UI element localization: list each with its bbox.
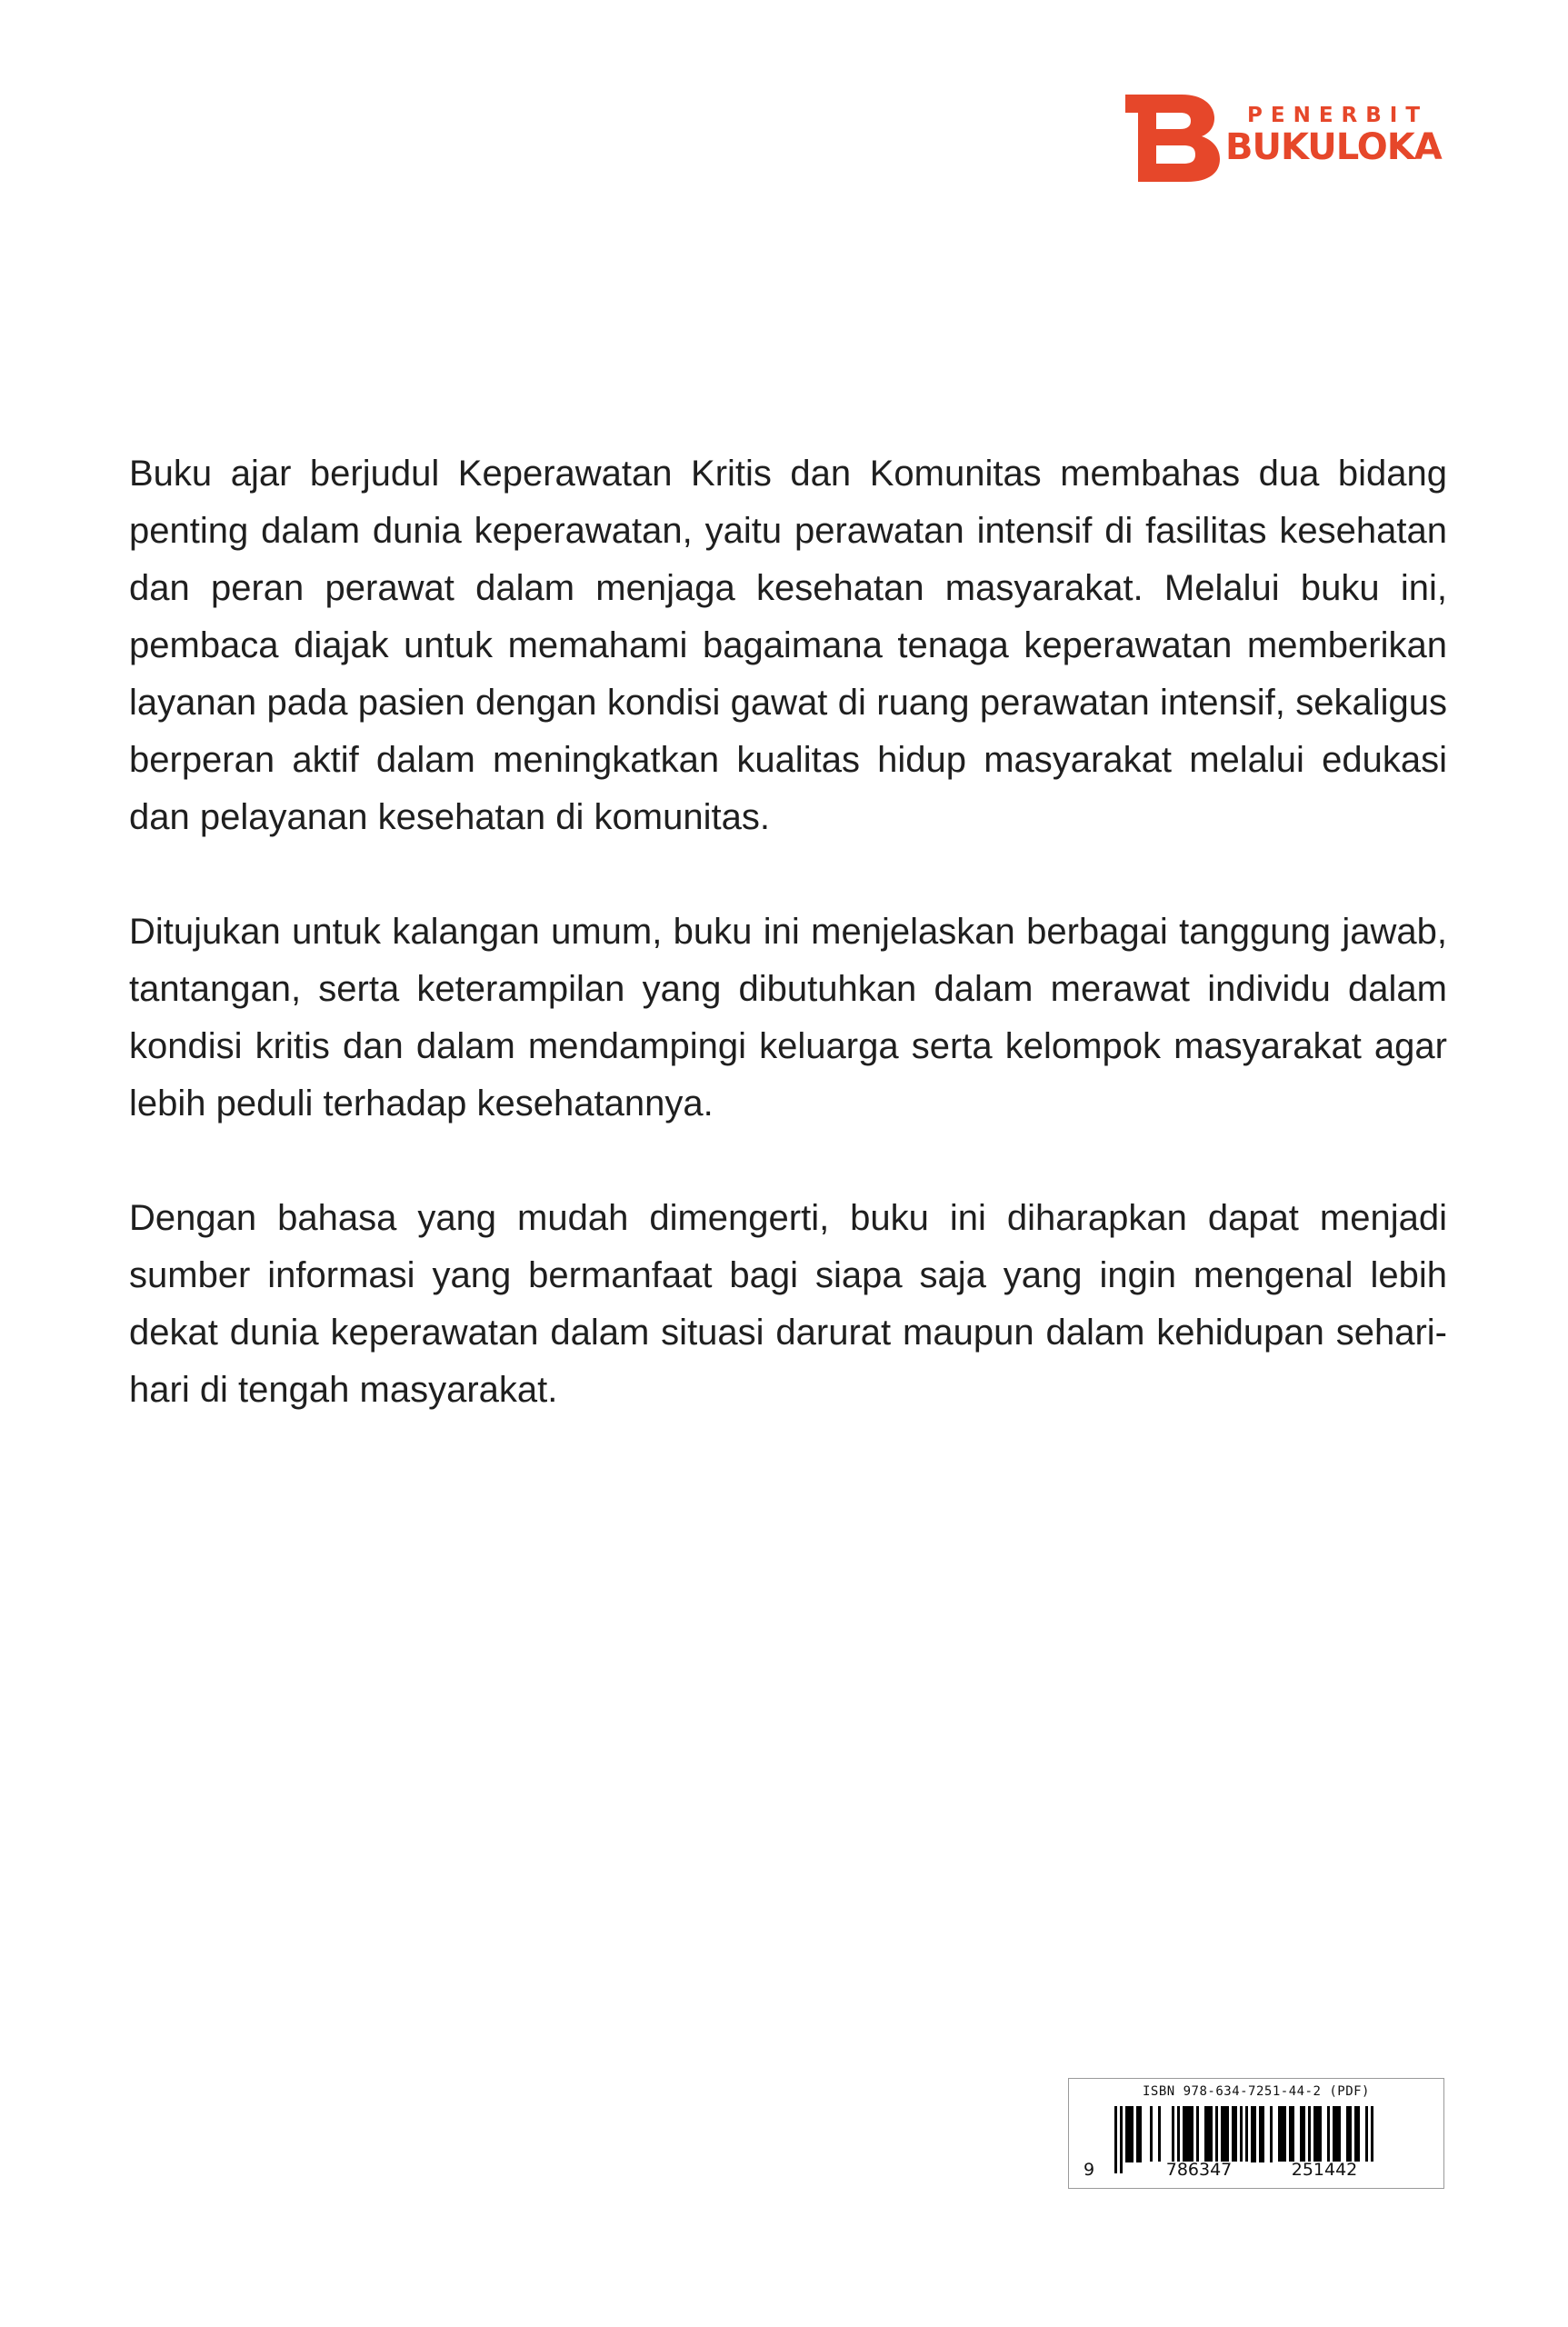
barcode-bar xyxy=(1283,2106,1286,2162)
barcode-bar xyxy=(1191,2106,1193,2162)
barcode-bar xyxy=(1221,2106,1223,2162)
barcode-bar xyxy=(1281,2106,1283,2162)
isbn-label: ISBN 978-634-7251-44-2 (PDF) xyxy=(1142,2084,1370,2099)
barcode-bar xyxy=(1349,2106,1352,2162)
barcode-bar xyxy=(1289,2106,1292,2162)
barcode-bar xyxy=(1253,2106,1256,2162)
barcode-bar xyxy=(1234,2106,1237,2162)
blurb-paragraph-3: Dengan bahasa yang mudah dimengerti, buku ini diharapkan dapat menjadi sumber informasi yang bermanfaat bagi siapa saja yang ingin mengenal lebih dekat dunia keperawatan dalam situasi darurat maupun dalam kehidupan sehari-hari di tengah masyarakat. xyxy=(129,1198,1447,1410)
barcode-bar xyxy=(1177,2106,1180,2162)
barcode-bar xyxy=(1354,2106,1357,2162)
barcode-bar xyxy=(1270,2106,1273,2162)
barcode-left-digits: 786347 xyxy=(1147,2162,1251,2179)
publisher-label: PENERBIT xyxy=(1247,104,1429,127)
barcode-bar xyxy=(1204,2106,1207,2162)
barcode-bar xyxy=(1262,2106,1264,2162)
barcode-bar xyxy=(1196,2106,1199,2162)
barcode-bar xyxy=(1131,2106,1134,2162)
barcode-bar xyxy=(1333,2106,1335,2162)
barcode-bar xyxy=(1183,2106,1185,2162)
barcode-bar xyxy=(1335,2106,1338,2162)
barcode-bar xyxy=(1210,2106,1213,2162)
barcode-bar xyxy=(1223,2106,1226,2162)
barcode-bar xyxy=(1128,2106,1131,2162)
barcode-bar xyxy=(1300,2106,1303,2162)
barcode-bar xyxy=(1226,2106,1229,2162)
barcode-bar xyxy=(1185,2106,1188,2162)
barcode-bar xyxy=(1308,2106,1311,2162)
blurb-paragraph-1: Buku ajar berjudul Keperawatan Kritis dan Komunitas membahas dua bidang penting dalam dunia keperawatan, yaitu perawatan intensif di fasilitas kesehatan dan peran perawat dalam menjaga kesehatan masyarakat. Melalui buku ini, pembaca diajak untuk memahami bagaimana tenaga keperawatan memberikan layanan pada pasien dengan kondisi gawat di ruang perawatan intensif, sekaligus berperan aktif dalam meningkatkan kualitas hidup masyarakat melalui edukasi dan pelayanan kesehatan di komunitas. xyxy=(129,454,1447,837)
barcode-bar xyxy=(1319,2106,1322,2162)
barcode-bar xyxy=(1207,2106,1210,2162)
barcode-bar xyxy=(1120,2106,1123,2173)
barcode-bar xyxy=(1357,2106,1360,2162)
barcode-bar xyxy=(1346,2106,1349,2162)
barcode-bar xyxy=(1292,2106,1294,2162)
barcode-bar xyxy=(1188,2106,1191,2162)
barcode-bar xyxy=(1150,2106,1153,2162)
publisher-b-icon xyxy=(1125,95,1220,182)
barcode-bar xyxy=(1338,2106,1341,2162)
barcode-bar xyxy=(1215,2106,1218,2162)
barcode-bar xyxy=(1158,2106,1161,2162)
blurb-paragraph-2: Ditujukan untuk kalangan umum, buku ini menjelaskan berbagai tanggung jawab, tantangan, serta keterampilan yang dibutuhkan dalam merawat individu dalam kondisi kritis dan dalam mendampingi keluarga serta kelompok masyarakat agar lebih peduli terhadap kesehatannya. xyxy=(129,912,1447,1124)
barcode-bar xyxy=(1316,2106,1319,2162)
barcode-bar xyxy=(1232,2106,1234,2162)
barcode-bar xyxy=(1278,2106,1281,2162)
book-blurb xyxy=(129,445,1447,1476)
barcode-bar xyxy=(1313,2106,1316,2162)
publisher-logo xyxy=(1125,95,1453,182)
barcode-bar xyxy=(1259,2106,1262,2162)
barcode-bar xyxy=(1125,2106,1128,2162)
barcode-bar xyxy=(1136,2106,1139,2162)
isbn-barcode xyxy=(1068,2078,1444,2189)
barcode-bar xyxy=(1303,2106,1305,2162)
barcode-first-digit: 9 xyxy=(1084,2160,1095,2180)
publisher-name: BUKULOKA xyxy=(1225,126,1442,168)
barcode-bar xyxy=(1251,2106,1253,2162)
barcode-bar xyxy=(1327,2106,1330,2162)
barcode-bar xyxy=(1139,2106,1142,2162)
barcode-bar xyxy=(1114,2106,1117,2173)
barcode-bar xyxy=(1172,2106,1174,2162)
barcode-right-digits: 251442 xyxy=(1273,2162,1376,2179)
